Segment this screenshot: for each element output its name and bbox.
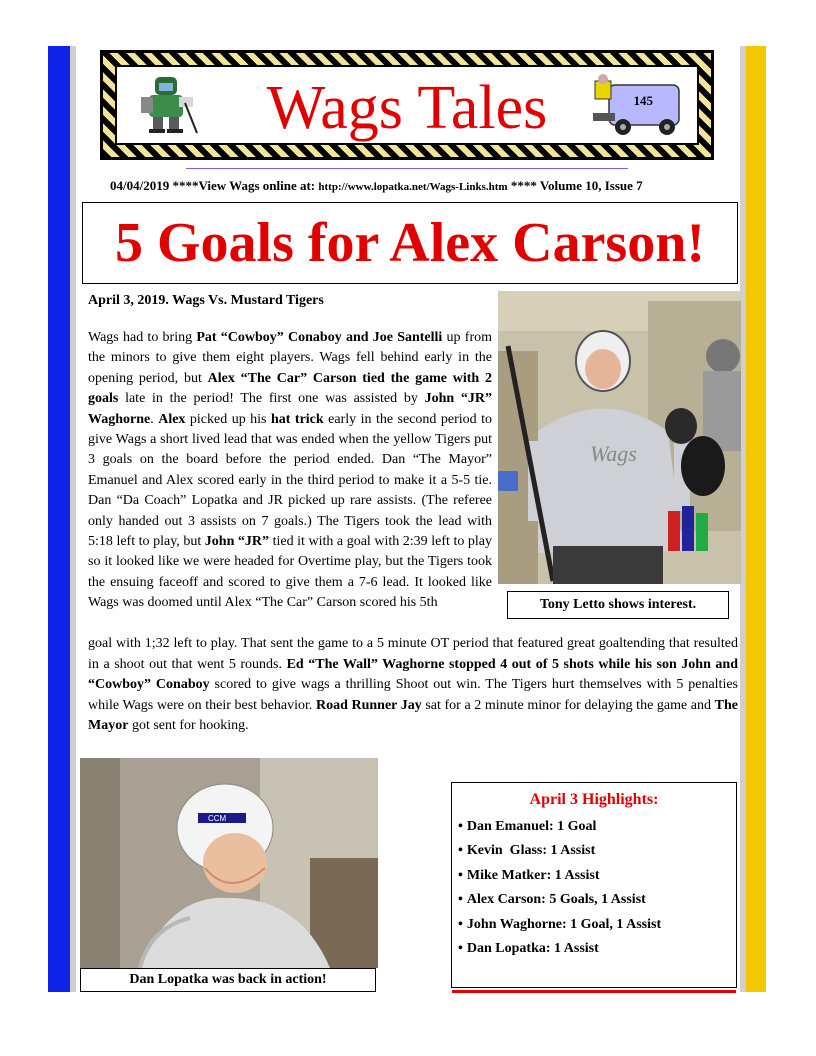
website-link[interactable]: http://www.lopatka.net/Wags-Links.htm — [318, 181, 508, 193]
article-paragraph-1 — [88, 328, 492, 614]
bullet-icon: • — [458, 940, 463, 956]
dateline — [110, 178, 740, 194]
photo-dan-lopatka — [80, 758, 378, 968]
article-subhead: April 3, 2019. Wags Vs. Mustard Tigers — [88, 293, 324, 308]
highlight-text: Kevin Glass: 1 Assist — [466, 843, 596, 859]
issue-date: 04/04/2019 — [110, 178, 170, 193]
list-item — [458, 841, 661, 865]
story-run: tied it with a goal with 2:39 left to play so it looked like we were headed for Overtime play, but the Tigers took the ensuing faceoff and scored to give them a 7-6 lead. It looked like Wags was doomed until Alex “The Car” Carson scored his 5th — [88, 534, 492, 611]
highlights-title: April 3 Highlights: — [529, 791, 659, 808]
bullet-icon: • — [458, 892, 463, 908]
bullet-icon: • — [458, 916, 463, 932]
bullet-icon: • — [458, 843, 463, 859]
bullet-icon: • — [458, 867, 463, 883]
story-run: up from the minors to give them eight players. Wags fell behind early in the opening period, but — [88, 330, 492, 386]
photo-caption-1: Tony Letto shows interest. — [507, 591, 729, 619]
story-run-bold: Pat “Cowboy” Conaboy and Joe Santelli — [196, 330, 443, 345]
highlights-box — [451, 782, 737, 988]
story-run-bold: hat trick — [270, 411, 324, 427]
story-run-bold: The Mayor — [88, 697, 738, 734]
story-run: . — [150, 411, 159, 427]
masthead — [100, 50, 714, 160]
right-color-bar — [746, 46, 766, 992]
highlight-text: Mike Matker: 1 Assist — [466, 867, 600, 883]
story-run: early in the second period to give Wags a short lived lead that was ended when the yellow Tigers put 3 goals on the board before the period ended. Dan “The Mayor” Emanuel and Alex scored early in the third period to make it a 5-5 tie. Dan “Da Coach” Lopatka and JR picked up rare assists. (The referee only handed out 3 assists on 7 goals.) The Tigers took the lead with 5:18 left to play, but — [88, 411, 493, 550]
story-run: got sent for hooking. — [128, 718, 249, 734]
newsletter-title: Wags Tales — [266, 74, 548, 142]
highlight-text: John Waghorne: 1 Goal, 1 Assist — [466, 916, 662, 932]
story-run: sat for a 2 minute minor for delaying the game and — [421, 697, 715, 713]
highlight-text: Alex Carson: 5 Goals, 1 Assist — [466, 892, 646, 908]
masthead-inner — [115, 65, 699, 145]
photo-tony-letto — [498, 291, 741, 584]
highlights-bottom-rule — [452, 990, 736, 993]
story-run-bold: Road Runner Jay — [315, 697, 422, 713]
headline: 5 Goals for Alex Carson! — [114, 212, 706, 274]
story-run-bold: Alex — [158, 411, 186, 427]
photo-caption-2: Dan Lopatka was back in action! — [80, 968, 376, 992]
story-run-bold: Ed “The Wall” Waghorne stopped 4 out of 5 shots while his son John and “Cowboy” Conaboy — [88, 656, 738, 693]
story-run-bold: Alex “The Car” Carson tied the game with 2 goals — [88, 370, 492, 407]
story-run-bold: John “JR” — [204, 534, 270, 550]
highlights-list — [458, 817, 661, 963]
list-item — [458, 866, 661, 890]
helmet-text: CCM — [208, 814, 227, 823]
left-gray-stripe — [70, 46, 76, 992]
list-item — [458, 817, 661, 841]
dateline-volume: **** Volume 10, Issue 7 — [507, 178, 643, 193]
story-run: picked up his — [185, 411, 271, 427]
story-run: late in the period! The first one was assisted by — [118, 391, 425, 407]
list-item — [458, 890, 661, 914]
highlight-text: Dan Emanuel: 1 Goal — [466, 819, 597, 834]
article-paragraph-2 — [88, 634, 738, 737]
jersey-text: Wags — [590, 441, 637, 466]
list-item — [458, 939, 661, 963]
list-item — [458, 915, 661, 939]
story-run-bold: John “JR” Waghorne — [88, 391, 493, 427]
dateline-text-before: ****View Wags online at: — [169, 178, 319, 193]
issue-number: 145 — [633, 93, 653, 108]
story-run: goal with 1;32 left to play. That sent the game to a 5 minute OT period that featured great goaltending that resulted in a shoot out that went 5 rounds. — [88, 636, 738, 672]
masthead-rule — [186, 168, 628, 169]
left-color-bar — [48, 46, 72, 992]
highlight-text: Dan Lopatka: 1 Assist — [466, 940, 599, 956]
headline-box — [82, 202, 738, 284]
bullet-icon: • — [458, 819, 463, 834]
story-run: scored to give wags a thrilling Shoot out win. The Tigers hurt themselves with 5 penalties while Wags were on their best behavior. — [88, 677, 738, 713]
story-run: Wags had to bring — [88, 330, 197, 345]
